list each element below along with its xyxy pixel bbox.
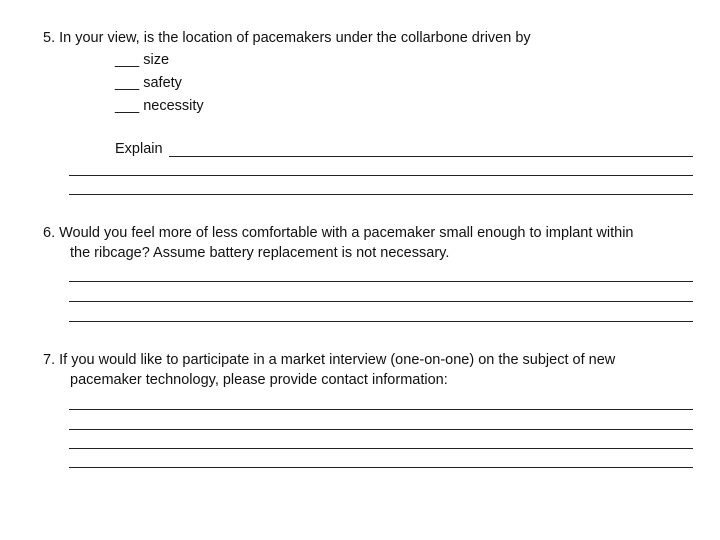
q7-answer-line-3[interactable] <box>69 448 693 449</box>
question-7-text-line-2: pacemaker technology, please provide contact information: <box>70 372 448 388</box>
q5-option-size-label: size <box>143 52 170 68</box>
q5-option-necessity[interactable] <box>115 98 204 115</box>
question-5-text: 5. In your view, is the location of pacemakers under the collarbone driven by <box>43 30 531 46</box>
q7-answer-line-2[interactable] <box>69 429 693 430</box>
question-7-text-line-1: 7. If you would like to participate in a market interview (one-on-one) on the subject of new <box>43 352 616 368</box>
q7-answer-line-1[interactable] <box>69 409 693 410</box>
q5-explain-label: Explain <box>115 141 163 157</box>
q5-option-safety-label: safety <box>143 75 182 91</box>
q5-explain-answer-line-3[interactable] <box>69 194 693 195</box>
q5-option-safety-blank[interactable]: ___ <box>115 75 140 91</box>
question-6-text-line-2: the ribcage? Assume battery replacement is not necessary. <box>70 245 450 261</box>
q5-explain-answer-line-1[interactable] <box>169 156 693 157</box>
q7-answer-line-4[interactable] <box>69 467 693 468</box>
q5-option-size[interactable] <box>115 52 169 69</box>
q5-option-necessity-label: necessity <box>143 98 204 114</box>
q5-explain-answer-line-2[interactable] <box>69 175 693 176</box>
q5-option-size-blank[interactable]: ___ <box>115 52 140 68</box>
q5-option-necessity-blank[interactable]: ___ <box>115 98 140 114</box>
q6-answer-line-2[interactable] <box>69 301 693 302</box>
q6-answer-line-3[interactable] <box>69 321 693 322</box>
q5-option-safety[interactable] <box>115 75 182 92</box>
question-6-text-line-1: 6. Would you feel more of less comfortable with a pacemaker small enough to implant within <box>43 225 634 241</box>
q6-answer-line-1[interactable] <box>69 281 693 282</box>
